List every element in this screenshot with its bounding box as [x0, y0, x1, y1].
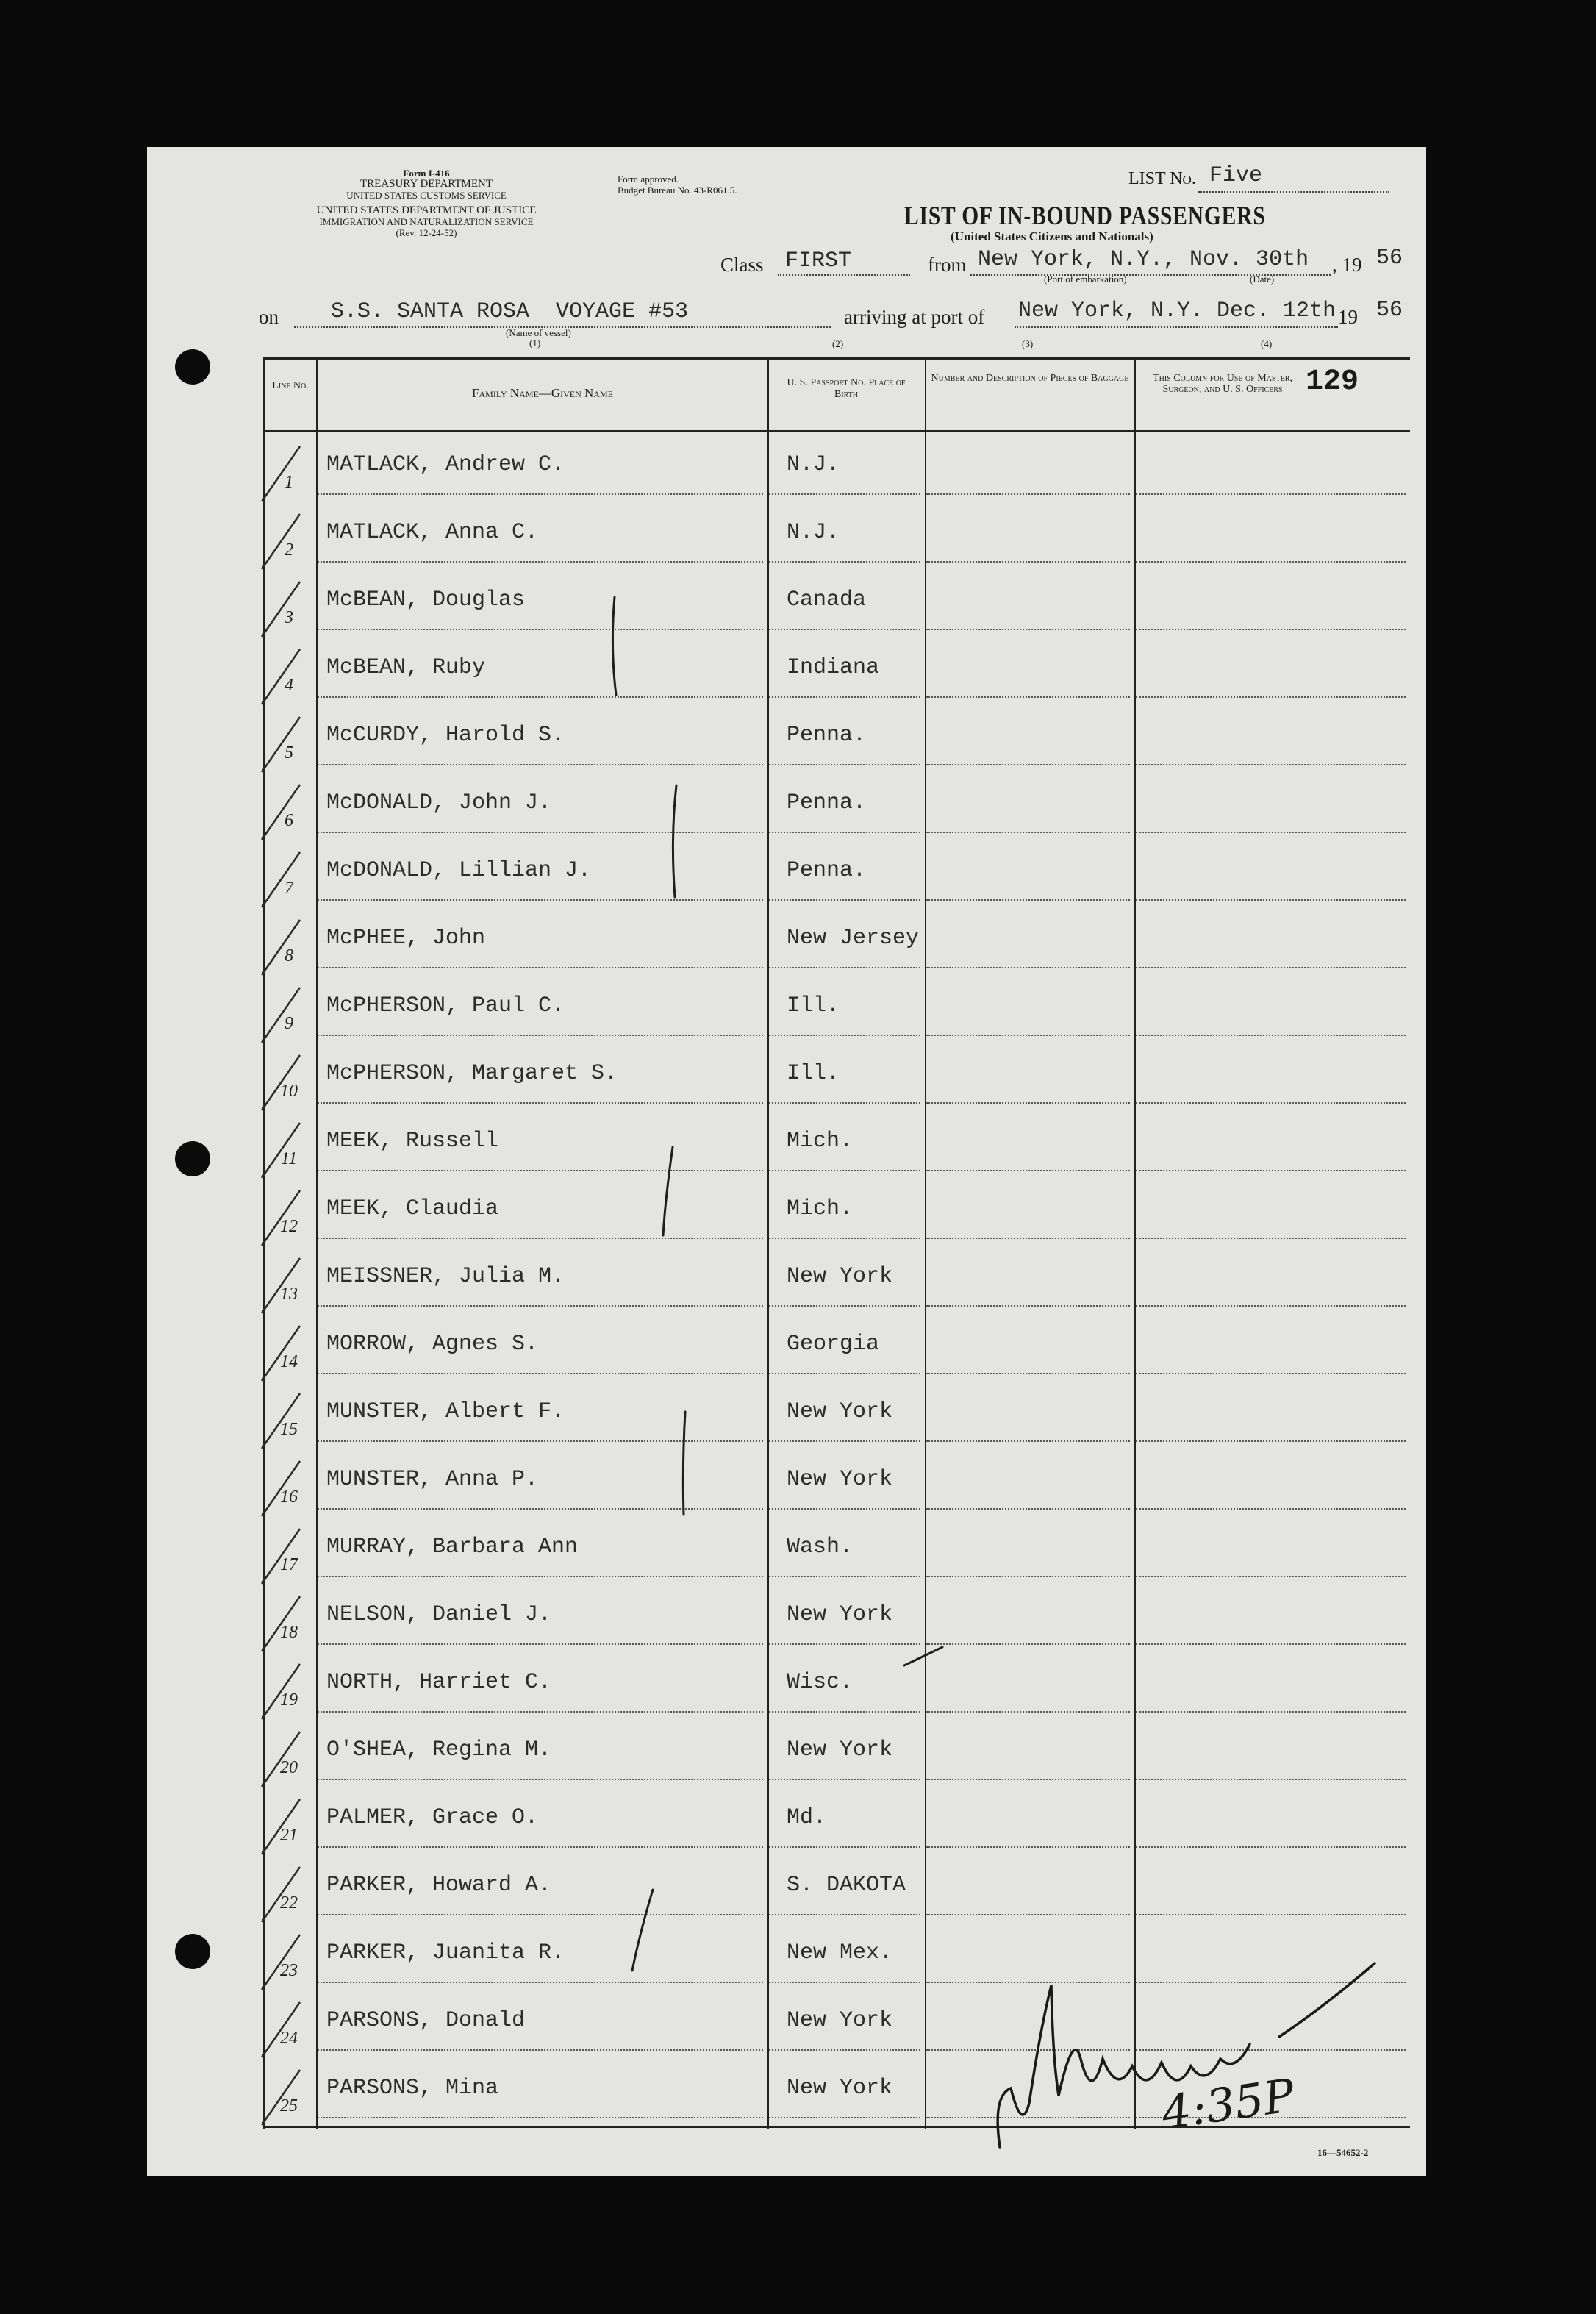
- place-of-birth: Md.: [787, 1805, 827, 1830]
- row-dotted-rule: [318, 1508, 763, 1510]
- tick-mark: [256, 642, 322, 708]
- table-row: [263, 971, 1410, 1039]
- line-number: 15: [280, 1420, 298, 1439]
- tick-mark: [256, 1115, 322, 1182]
- row-dotted-rule: [926, 1576, 1130, 1577]
- row-dotted-rule: [926, 1035, 1130, 1036]
- row-dotted-rule: [769, 899, 920, 901]
- tick-mark: [256, 1251, 322, 1317]
- row-dotted-rule: [926, 2049, 1130, 2051]
- row-dotted-rule: [926, 1373, 1130, 1374]
- tick-mark: [256, 574, 322, 640]
- form-agency-block: [257, 168, 595, 238]
- place-of-birth: N.J.: [787, 520, 840, 545]
- table-row: [263, 430, 1410, 498]
- tick-mark: [256, 1183, 322, 1249]
- tick-mark: [256, 1048, 322, 1114]
- row-dotted-rule: [769, 832, 920, 833]
- row-dotted-rule: [318, 1914, 763, 1915]
- row-dotted-rule: [926, 1914, 1130, 1915]
- row-dotted-rule: [318, 1711, 763, 1713]
- place-of-birth: New York: [787, 1467, 893, 1492]
- row-dotted-rule: [769, 1305, 920, 1307]
- row-dotted-rule: [926, 1643, 1130, 1645]
- place-of-birth: New Jersey: [787, 926, 920, 951]
- place-of-birth: Wisc.: [787, 1670, 854, 1695]
- row-dotted-rule: [1136, 1914, 1406, 1915]
- row-dotted-rule: [769, 1508, 920, 1510]
- row-dotted-rule: [926, 899, 1130, 901]
- tick-mark: [256, 1860, 322, 1926]
- row-dotted-rule: [769, 764, 920, 765]
- date-caption: (Date): [1250, 274, 1275, 285]
- vessel-caption-number: (1): [529, 338, 541, 349]
- table-row: [263, 1648, 1410, 1715]
- table-row: [263, 1513, 1410, 1580]
- passenger-name: O'SHEA, Regina M.: [326, 1738, 552, 1763]
- justice-department: UNITED STATES DEPARTMENT OF JUSTICE: [316, 204, 537, 216]
- tick-mark: [256, 439, 322, 505]
- row-dotted-rule: [318, 1305, 763, 1307]
- passenger-name: PARKER, Howard A.: [326, 1873, 552, 1898]
- vessel-value: S.S. SANTA ROSA VOYAGE #53: [331, 299, 689, 324]
- row-dotted-rule: [926, 1846, 1130, 1848]
- place-of-birth: New York: [787, 1264, 893, 1289]
- row-dotted-rule: [318, 2117, 763, 2118]
- place-of-birth: Wash.: [787, 1535, 854, 1560]
- row-dotted-rule: [1136, 1643, 1406, 1645]
- arriving-value: New York, N.Y. Dec. 12th: [1018, 299, 1336, 324]
- arriving-label: arriving at port of: [844, 306, 985, 328]
- row-dotted-rule: [1136, 1102, 1406, 1104]
- line-number: 20: [280, 1758, 298, 1777]
- class-line: [778, 274, 910, 276]
- table-row: [263, 1310, 1410, 1377]
- line-number: 8: [285, 946, 293, 965]
- passenger-name: MATLACK, Anna C.: [326, 520, 539, 545]
- page-number: 129: [1306, 365, 1359, 399]
- treasury-department: TREASURY DEPARTMENT: [359, 178, 493, 190]
- line-number: 24: [280, 2029, 298, 2048]
- row-dotted-rule: [769, 1238, 920, 1239]
- line-number: 11: [280, 1149, 298, 1168]
- approval-block: [618, 174, 737, 196]
- punch-hole: [175, 1141, 210, 1176]
- place-of-birth: New York: [787, 1399, 893, 1424]
- table-row: [263, 633, 1410, 701]
- place-of-birth: Indiana: [787, 655, 880, 680]
- line-number: 16: [280, 1488, 298, 1507]
- table-row: [263, 1174, 1410, 1242]
- line-number: 4: [285, 676, 293, 695]
- tick-mark: [256, 1386, 322, 1452]
- line-number: 18: [280, 1623, 298, 1642]
- table-row: [263, 1039, 1410, 1107]
- row-dotted-rule: [318, 1576, 763, 1577]
- row-dotted-rule: [769, 629, 920, 630]
- on-label: on: [259, 306, 279, 328]
- revision: (Rev. 12-24-52): [396, 227, 457, 238]
- passenger-name: McPHERSON, Margaret S.: [326, 1061, 618, 1086]
- row-dotted-rule: [1136, 2049, 1406, 2051]
- row-dotted-rule: [769, 1711, 920, 1713]
- line-number: 9: [285, 1014, 293, 1033]
- class-value: FIRST: [785, 249, 852, 274]
- passenger-name: PARSONS, Mina: [326, 2076, 499, 2101]
- passenger-name: McDONALD, Lillian J.: [326, 858, 592, 883]
- line-number: 2: [285, 540, 293, 560]
- row-dotted-rule: [1136, 1508, 1406, 1510]
- tick-mark: [256, 1318, 322, 1385]
- table-row: [263, 1445, 1410, 1513]
- row-dotted-rule: [1136, 1238, 1406, 1239]
- place-of-birth: Penna.: [787, 723, 867, 748]
- line-number: 7: [285, 879, 293, 898]
- row-dotted-rule: [318, 1846, 763, 1848]
- row-dotted-rule: [926, 1982, 1130, 1983]
- passenger-name: MURRAY, Barbara Ann: [326, 1535, 579, 1560]
- passenger-name: McCURDY, Harold S.: [326, 723, 565, 748]
- row-dotted-rule: [769, 1373, 920, 1374]
- budget-bureau: Budget Bureau No. 43-R061.5.: [618, 185, 737, 196]
- row-dotted-rule: [1136, 1576, 1406, 1577]
- row-dotted-rule: [926, 629, 1130, 630]
- row-dotted-rule: [926, 832, 1130, 833]
- document-title: LIST OF IN-BOUND PASSENGERS: [904, 201, 1266, 230]
- row-dotted-rule: [769, 1576, 920, 1577]
- column-number-4: (4): [1261, 338, 1273, 349]
- row-dotted-rule: [926, 1440, 1130, 1442]
- place-of-birth: Penna.: [787, 858, 867, 883]
- port-embark-caption: (Port of embarkation): [1044, 274, 1127, 285]
- handwritten-time: 4:35P: [1158, 2068, 1298, 2140]
- line-number: 13: [280, 1285, 298, 1304]
- row-dotted-rule: [1136, 1373, 1406, 1374]
- place-of-birth: S. DAKOTA: [787, 1873, 906, 1898]
- row-dotted-rule: [1136, 832, 1406, 833]
- row-dotted-rule: [318, 1643, 763, 1645]
- column-number-3: (3): [1022, 338, 1034, 349]
- list-no-value: Five: [1209, 163, 1263, 188]
- place-of-birth: New York: [787, 2008, 893, 2033]
- tick-mark: [256, 1995, 322, 2061]
- place-of-birth: Georgia: [787, 1332, 880, 1357]
- line-number: 12: [280, 1217, 298, 1236]
- row-dotted-rule: [1136, 1846, 1406, 1848]
- row-dotted-rule: [318, 832, 763, 833]
- col-header-baggage: Number and Description of Pieces of Baggage: [931, 373, 1129, 384]
- list-no-label: LIST No.: [1128, 169, 1196, 188]
- row-dotted-rule: [1136, 1711, 1406, 1713]
- row-dotted-rule: [926, 1779, 1130, 1780]
- row-dotted-rule: [769, 2117, 920, 2118]
- passenger-name: McPHEE, John: [326, 926, 486, 951]
- passenger-name: MUNSTER, Anna P.: [326, 1467, 539, 1492]
- row-dotted-rule: [926, 696, 1130, 698]
- table-row: [263, 1580, 1410, 1648]
- row-dotted-rule: [769, 493, 920, 495]
- row-dotted-rule: [318, 561, 763, 563]
- row-dotted-rule: [318, 1779, 763, 1780]
- passenger-name: MEEK, Claudia: [326, 1196, 499, 1221]
- place-of-birth: Ill.: [787, 1061, 840, 1086]
- manifest-page: [147, 147, 1426, 2176]
- place-of-birth: Canada: [787, 588, 867, 613]
- vessel-caption: (Name of vessel): [506, 327, 571, 338]
- row-dotted-rule: [926, 1238, 1130, 1239]
- row-dotted-rule: [1136, 561, 1406, 563]
- row-dotted-rule: [1136, 1305, 1406, 1307]
- passenger-name: McBEAN, Ruby: [326, 655, 486, 680]
- passenger-name: McBEAN, Douglas: [326, 588, 526, 613]
- line-number: 1: [285, 473, 293, 492]
- line-number: 22: [280, 1893, 298, 1913]
- place-of-birth: New York: [787, 2076, 893, 2101]
- passenger-name: MATLACK, Andrew C.: [326, 452, 565, 477]
- tick-mark: [256, 845, 322, 911]
- from-label: from: [928, 254, 967, 276]
- passenger-name: McDONALD, John J.: [326, 790, 552, 815]
- row-dotted-rule: [1136, 1170, 1406, 1171]
- row-dotted-rule: [769, 1035, 920, 1036]
- line-number: 6: [285, 811, 293, 830]
- row-dotted-rule: [926, 493, 1130, 495]
- row-dotted-rule: [926, 1102, 1130, 1104]
- row-dotted-rule: [769, 967, 920, 968]
- tick-mark: [256, 1589, 322, 1655]
- place-of-birth: Mich.: [787, 1129, 854, 1154]
- line-number: 19: [280, 1690, 298, 1710]
- row-dotted-rule: [769, 1914, 920, 1915]
- passenger-name: PARKER, Juanita R.: [326, 1940, 565, 1965]
- passenger-name: NELSON, Daniel J.: [326, 1602, 552, 1627]
- row-dotted-rule: [769, 1440, 920, 1442]
- tick-mark: [256, 507, 322, 573]
- passenger-name: PARSONS, Donald: [326, 2008, 526, 2033]
- tick-mark: [256, 913, 322, 979]
- row-dotted-rule: [926, 1305, 1130, 1307]
- place-of-birth: New York: [787, 1602, 893, 1627]
- row-dotted-rule: [318, 1373, 763, 1374]
- document-subtitle: (United States Citizens and Nationals): [951, 229, 1153, 243]
- place-of-birth: New Mex.: [787, 1940, 893, 1965]
- place-of-birth: Mich.: [787, 1196, 854, 1221]
- table-row: [263, 1986, 1410, 2054]
- row-dotted-rule: [318, 1440, 763, 1442]
- line-number: 17: [280, 1555, 298, 1574]
- table-row: [263, 701, 1410, 768]
- row-dotted-rule: [926, 1508, 1130, 1510]
- punch-hole: [175, 1934, 210, 1969]
- tick-mark: [256, 2063, 322, 2129]
- row-dotted-rule: [1136, 899, 1406, 901]
- row-dotted-rule: [769, 1779, 920, 1780]
- row-dotted-rule: [318, 696, 763, 698]
- row-dotted-rule: [926, 1711, 1130, 1713]
- from-value: New York, N.Y., Nov. 30th: [978, 247, 1309, 272]
- tick-mark: [256, 980, 322, 1046]
- table-row: [263, 904, 1410, 971]
- place-of-birth: New York: [787, 1738, 893, 1763]
- tick-mark: [256, 1454, 322, 1520]
- form-approved: Form approved.: [618, 174, 679, 185]
- row-dotted-rule: [1136, 493, 1406, 495]
- row-dotted-rule: [769, 696, 920, 698]
- column-number-2: (2): [832, 338, 844, 349]
- arrive-year-value: 56: [1376, 298, 1403, 323]
- table-row: [263, 836, 1410, 904]
- row-dotted-rule: [769, 2049, 920, 2051]
- year-prefix: , 19: [1332, 254, 1362, 276]
- passenger-name: McPHERSON, Paul C.: [326, 993, 565, 1018]
- col-header-line-no: Line No.: [272, 380, 309, 391]
- arrive-year-prefix: 19: [1338, 306, 1358, 328]
- list-no-line: [1198, 191, 1389, 193]
- line-number: 14: [280, 1352, 298, 1371]
- col-header-passport: U. S. Passport No. Place of Birth: [787, 377, 906, 400]
- row-dotted-rule: [769, 1170, 920, 1171]
- passenger-name: MEISSNER, Julia M.: [326, 1264, 565, 1289]
- row-dotted-rule: [318, 1238, 763, 1239]
- row-dotted-rule: [769, 1102, 920, 1104]
- passenger-name: MORROW, Agnes S.: [326, 1332, 539, 1357]
- table-row: [263, 1377, 1410, 1445]
- row-dotted-rule: [1136, 764, 1406, 765]
- passenger-rows: [263, 430, 1410, 2129]
- row-dotted-rule: [318, 967, 763, 968]
- row-dotted-rule: [1136, 696, 1406, 698]
- line-number: 5: [285, 743, 293, 763]
- arriving-line: [1015, 326, 1338, 328]
- row-dotted-rule: [1136, 1440, 1406, 1442]
- row-dotted-rule: [926, 1170, 1130, 1171]
- table-row: [263, 1851, 1410, 1918]
- passenger-name: MUNSTER, Albert F.: [326, 1399, 565, 1424]
- tick-mark: [256, 777, 322, 843]
- immigration-service: IMMIGRATION AND NATURALIZATION SERVICE: [319, 216, 534, 227]
- customs-service: UNITED STATES CUSTOMS SERVICE: [346, 190, 507, 201]
- row-dotted-rule: [318, 2049, 763, 2051]
- row-dotted-rule: [1136, 1035, 1406, 1036]
- tick-mark: [256, 1724, 322, 1790]
- row-dotted-rule: [318, 1982, 763, 1983]
- from-line: [970, 274, 1331, 276]
- tick-mark: [256, 1792, 322, 1858]
- row-dotted-rule: [318, 1170, 763, 1171]
- tick-mark: [256, 1657, 322, 1723]
- footer-code: 16—54652-2: [1317, 2147, 1369, 2158]
- row-dotted-rule: [926, 967, 1130, 968]
- tick-mark: [256, 710, 322, 776]
- col-header-name: Family Name—Given Name: [472, 386, 613, 400]
- year-value: 56: [1376, 246, 1403, 271]
- row-dotted-rule: [769, 561, 920, 563]
- punch-hole: [175, 349, 210, 385]
- place-of-birth: Ill.: [787, 993, 840, 1018]
- row-dotted-rule: [318, 899, 763, 901]
- tick-mark: [256, 1521, 322, 1588]
- row-dotted-rule: [318, 493, 763, 495]
- table-row: [263, 565, 1410, 633]
- row-dotted-rule: [1136, 1982, 1406, 1983]
- row-dotted-rule: [769, 1643, 920, 1645]
- table-top-border: [263, 357, 1410, 360]
- line-number: 25: [280, 2096, 298, 2115]
- table-row: [263, 1107, 1410, 1174]
- table-row: [263, 1242, 1410, 1310]
- passenger-name: PALMER, Grace O.: [326, 1805, 539, 1830]
- row-dotted-rule: [318, 1035, 763, 1036]
- row-dotted-rule: [926, 764, 1130, 765]
- line-number: 10: [280, 1082, 298, 1101]
- table-row: [263, 1783, 1410, 1851]
- table-row: [263, 498, 1410, 565]
- table-row: [263, 1918, 1410, 1986]
- row-dotted-rule: [318, 629, 763, 630]
- row-dotted-rule: [1136, 967, 1406, 968]
- passenger-table: [263, 357, 1410, 2136]
- col-header-officers: This Column for Use of Master, Surgeon, and U. S. Officers: [1153, 373, 1292, 395]
- passenger-name: NORTH, Harriet C.: [326, 1670, 552, 1695]
- passenger-name: MEEK, Russell: [326, 1129, 499, 1154]
- row-dotted-rule: [926, 561, 1130, 563]
- row-dotted-rule: [769, 1846, 920, 1848]
- row-dotted-rule: [1136, 1779, 1406, 1780]
- class-label: Class: [720, 254, 764, 276]
- place-of-birth: N.J.: [787, 452, 840, 477]
- line-number: 23: [280, 1961, 298, 1980]
- line-number: 21: [280, 1826, 298, 1845]
- tick-mark: [256, 1927, 322, 1993]
- row-dotted-rule: [318, 764, 763, 765]
- form-number: Form I-416: [403, 168, 450, 179]
- table-row: [263, 768, 1410, 836]
- line-number: 3: [285, 608, 293, 627]
- row-dotted-rule: [1136, 629, 1406, 630]
- row-dotted-rule: [926, 2117, 1130, 2118]
- row-dotted-rule: [318, 1102, 763, 1104]
- row-dotted-rule: [769, 1982, 920, 1983]
- place-of-birth: Penna.: [787, 790, 867, 815]
- table-row: [263, 1715, 1410, 1783]
